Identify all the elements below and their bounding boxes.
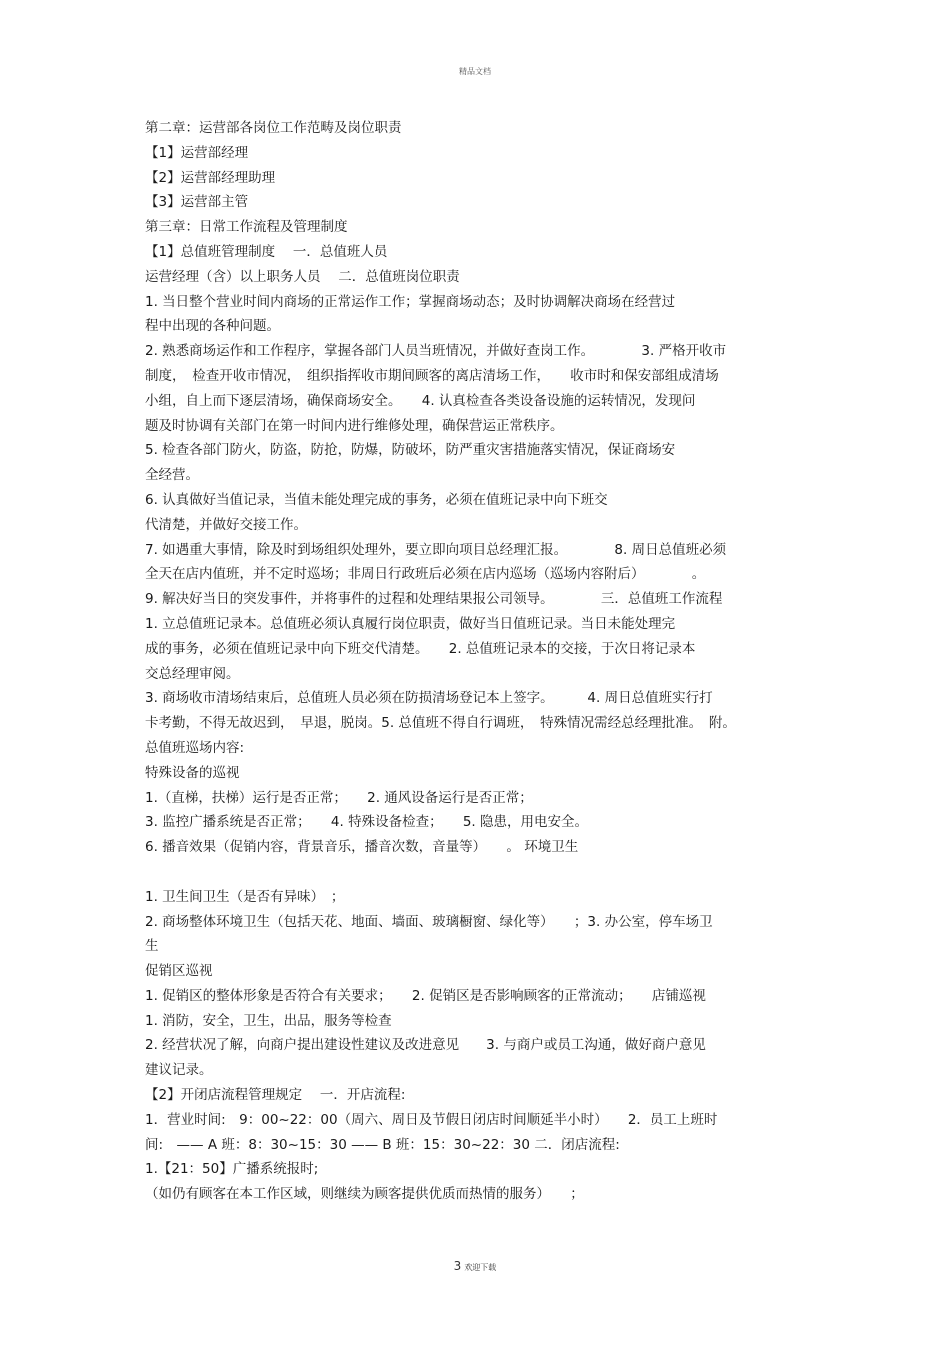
text-line: 小组，自上而下逐层清场，确保商场安全。 4. 认真检查各类设备设施的运转情况，发现问 [145, 392, 696, 409]
text-line: 促销区巡视 [145, 963, 213, 980]
text-line: 间: —— A 班：8：30~15：30 —— B 班：15：30~22：30 二．闭店流程: [145, 1136, 620, 1153]
text-line: 程中出现的各种问题。 [145, 318, 280, 335]
text-line: 题及时协调有关部门在第一时间内进行维修处理，确保营运正常秩序。 [145, 417, 564, 434]
text-line: 1．营业时间: 9：00~22：00（周六、周日及节假日闭店时间顺延半小时） 2．员工上班时 [145, 1111, 718, 1128]
text-line: 1. 消防，安全，卫生，出品，服务等检查 [145, 1012, 392, 1029]
text-line: 1.【21：50】广播系统报时; [145, 1161, 319, 1178]
text-line: 卡考勤，不得无故迟到， 早退，脱岗。5. 总值班不得自行调班， 特殊情况需经总经理批准。 附。 [145, 715, 736, 732]
text-line: 1. 卫生间卫生（是否有异味） ； [145, 888, 345, 905]
text-line: 建议记录。 [145, 1062, 213, 1079]
text-line: 特殊设备的巡视 [145, 764, 240, 781]
text-line: 2. 熟悉商场运作和工作程序，掌握各部门人员当班情况，并做好查岗工作。 3. 严格开收市 [145, 343, 727, 360]
text-line: 6. 播音效果（促销内容，背景音乐，播音次数，音量等） 。 环境卫生 [145, 839, 579, 856]
footer-text: 欢迎下载 [464, 1263, 497, 1272]
text-line: 第二章：运营部各岗位工作范畴及岗位职责 [145, 120, 402, 136]
text-line: 运营经理（含）以上职务人员 二．总值班岗位职责 [145, 268, 460, 285]
text-line: 全天在店内值班，并不定时巡场；非周日行政班后必须在店内巡场（巡场内容附后） 。 [145, 566, 706, 583]
text-line: （如仍有顾客在本工作区域，则继续为顾客提供优质而热情的服务） ； [145, 1186, 584, 1203]
page-number: 3 [453, 1259, 462, 1273]
page-header: 精品文档 [459, 67, 491, 76]
text-line: 【2】运营部经理助理 [145, 169, 276, 186]
text-line: 总值班巡场内容: [145, 739, 245, 756]
text-line: 3. 商场收市清场结束后，总值班人员必须在防损清场登记本上签字。 4. 周日总值班实行打 [145, 690, 713, 707]
text-line: 2. 商场整体环境卫生（包括天花、地面、墙面、玻璃橱窗、绿化等） ；3. 办公室，停车场卫 [145, 913, 713, 930]
text-line: 7. 如遇重大事情，除及时到场组织处理外，要立即向项目总经理汇报。 8. 周日总值班必须 [145, 541, 727, 558]
text-line: 1. 立总值班记录本。总值班必须认真履行岗位职责，做好当日值班记录。当日未能处理完 [145, 615, 676, 632]
text-line: 6. 认真做好当值记录，当值未能处理完成的事务，必须在值班记录中向下班交 [145, 491, 608, 508]
text-line: 【1】运营部经理 [145, 144, 249, 161]
text-line: 代清楚，并做好交接工作。 [145, 516, 307, 533]
text-line: 生 [145, 938, 159, 955]
text-line: 第三章：日常工作流程及管理制度 [145, 219, 348, 236]
text-line: 【1】总值班管理制度 一．总值班人员 [145, 243, 388, 260]
text-line: 【3】运营部主管 [145, 194, 249, 211]
page-footer [0, 1259, 950, 1273]
document-body [145, 116, 825, 1207]
text-line: 3. 监控广播系统是否正常； 4. 特殊设备检查； 5. 隐患，用电安全。 [145, 814, 589, 831]
text-line: 全经营。 [145, 467, 199, 484]
text-line: 1. 当日整个营业时间内商场的正常运作工作；掌握商场动态；及时协调解决商场在经营过 [145, 293, 676, 310]
text-line: 交总经理审阅。 [145, 665, 240, 682]
text-line: 2. 经营状况了解，向商户提出建设性建议及改进意见 3. 与商户或员工沟通，做好商户意见 [145, 1037, 706, 1054]
text-line: 【2】开闭店流程管理规定 一．开店流程: [145, 1087, 406, 1104]
text-line: 成的事务，必须在值班记录中向下班交代清楚。 2. 总值班记录本的交接，于次日将记录本 [145, 640, 696, 657]
text-line: 5. 检查各部门防火，防盗，防抢，防爆，防破坏，防严重灾害措施落实情况，保证商场安 [145, 442, 676, 459]
text-line [145, 860, 825, 885]
text-line: 1.（直梯，扶梯）运行是否正常； 2. 通风设备运行是否正常； [145, 789, 533, 806]
text-line: 制度， 检查开收市情况， 组织指挥收市期间顾客的离店清场工作， 收市时和保安部组成清场 [145, 367, 719, 384]
text-line: 1. 促销区的整体形象是否符合有关要求； 2. 促销区是否影响顾客的正常流动； 店铺巡视 [145, 987, 706, 1004]
text-line: 9. 解决好当日的突发事件，并将事件的过程和处理结果报公司领导。 三．总值班工作流程 [145, 591, 723, 608]
